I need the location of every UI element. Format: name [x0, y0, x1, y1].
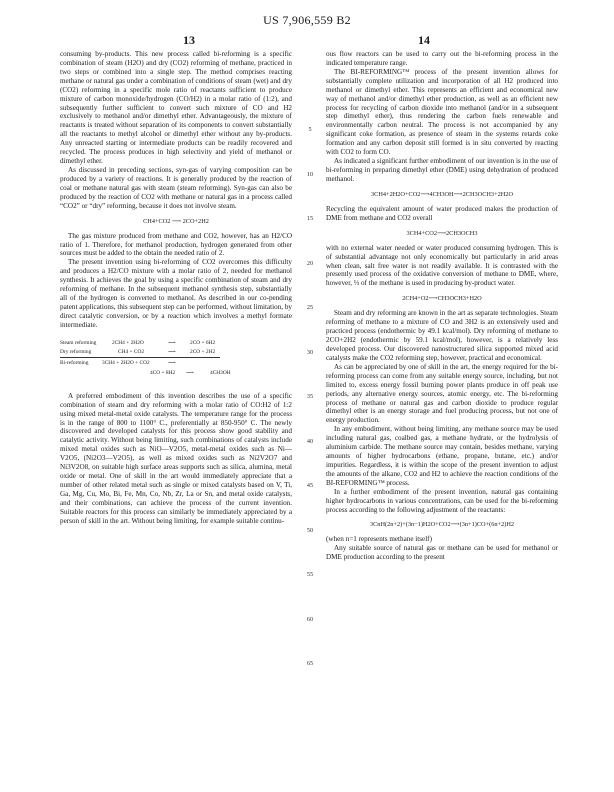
line-number: 40 [306, 438, 314, 445]
rxn-steam-label: Steam reforming [60, 339, 97, 346]
line-number: 55 [306, 571, 314, 578]
left-page-number: 13 [183, 33, 195, 47]
line-number: 20 [306, 260, 314, 267]
equation-dme-overall: 3CH4+CO2⟶2CH3OCH3 [406, 229, 478, 237]
line-number: 50 [306, 527, 314, 534]
paragraph: A preferred embodiment of this invention describes the use of a specific combination of steam and dry reforming with a molar ratio of CO:H2 of 1:2 using mixed metal-metal oxide catalysts. The temperature range for the process is in the range of 800 to 1100° C., preferentially at 850-950° C. The newly discovered and developed catalysts for this process show good stability and catalytic activity. Without being limiting, such combinations of catalysts include mixed metal oxides such as NiO—V2O5, metal-metal oxides such as Ni—V2O5, (Ni2O3—V2O5), as well as mixed oxides such as Ni2V2O7 and Ni3V2O8, on suitable high surface areas supports such as silica, alumina, metal oxide or metal. One of skill in the art would immediately appreciate that a number of other related metal such as single or mixed catalysts based on V, Ti, Ga, Mg, Cu, Mo, Bi, Fe, Mn, Co, Nb, Zr, La or Sn, and metal oxide catalysts, and their combinations, can achieve the process of the current invention. Suitable reactors for this process can similarly be immediately appreciated by a person of skill in the art. Without being limiting, for example suitable continu- [60, 391, 292, 525]
paragraph: As can be appreciated by one of skill in the art, the energy required for the bi-reforming process can come from any suitable energy source, including, but not limited to, excess energy fossil burning power plants produce in off peak use periods, any alternative energy sources, atomic energy, etc. The bi-reforming process of methane or natural gas and carbon dioxide to produce regular dimethyl ether is an energy storage and fuel producing process, but not one of energy production. [326, 362, 558, 425]
reaction-scheme [60, 340, 292, 378]
paragraph: In a further embodiment of the present invention, natural gas containing higher hydrocarbons in various concentrations, can be used for the bi-reforming process according to the following adjustment of the reactants: [326, 487, 558, 514]
line-number: 15 [306, 215, 314, 222]
patent-number: US 7,906,559 B2 [263, 13, 351, 27]
paragraph: Any suitable source of natural gas or methane can be used for methanol or DME production according to the present [326, 544, 558, 562]
arrow-icon: ⟶ [168, 359, 176, 366]
line-number: 25 [306, 304, 314, 311]
arrow-icon: ⟶ [168, 339, 176, 346]
line-number: 5 [308, 126, 312, 133]
paragraph: with no external water needed or water produced consuming hydrogen. This is of substantial advantage not only economically but particularly in arid areas when clean, salt free water is not readily available. It is contrasted with the presently used process of the oxidative conversion of methane to DME, where, however, ⅓ of the methane is used in producing by-product water. [326, 243, 558, 288]
rxn-bi-label: Bi-reforming [60, 359, 89, 366]
paragraph: consuming by-products. This new process called bi-reforming is a specific combination of steam (H2O) and dry (CO2) reforming of methane, practiced in two steps or combined into a single step. The method comprises reacting methane or natural gas under a combination of conditions of steam (wet) and dry (CO2) reforming in a specific mole ratio of reactants sufficient to produce mixture of carbon monoxide/hydrogen (CO/H2) in a molar ratio of (1:2), and subsequently further sufficient to convert such mixture of CO and H2 exclusively to methanol and/or dimethyl ether. Advantageously, the mixture of reactants is treated without separation of its components to convert substantially all the reactants to methyl alcohol or dimethyl ether without any by-products. Any unreacted starting or intermediate products can be readily recovered and recycled. The process produces in high selectivity and yield of methanol or dimethyl ether. [60, 50, 292, 166]
line-number: 35 [306, 393, 314, 400]
line-number: 10 [306, 171, 314, 178]
equation-higher-hydrocarbons: 3CnH(2n+2)+(3n−1)H2O+CO2⟶(3n+1)CO+(6n+2)H2 [369, 521, 515, 529]
rxn-dry-rhs: 2CO + 2H2 [190, 348, 216, 355]
equation-oxidative: 2CH4+O2⟶CH3OCH3+H2O [402, 295, 482, 303]
paragraph: The present invention using bi-reforming of CO2 overcomes this difficulty and produces a H2/CO mixture with a molar ratio of 2, needed for methanol synthesis. It achieves the goal by using a specific combination of steam and dry reforming of methane. In the subsequent methanol synthesis step, substantially all of the hydrogen is converted to methanol. As described in our co-pending patent applications, this subsequent step can be performed, without limitation, by direct catalytic conversion, or by a reaction which involves a methyl formate intermediate. [60, 258, 292, 329]
rxn-dry-label: Dry reforming [60, 348, 92, 355]
rxn-bi-rhs: 4CH3OH [210, 369, 231, 376]
paragraph: The gas mixture produced from methane and CO2, however, has an H2/CO ratio of 1. Therefore, for methanol production, hydrogen generated from other sources must be added to the obtain the needed ratio of 2. [60, 231, 292, 258]
paragraph: As discussed in preceding sections, syn-gas of varying composition can be produced by a variety of reactions. It is generally produced by the reaction of coal or methane natural gas with steam (steam reforming). Syn-gas can also be produced by the reaction of CO2 with methane or natural gas in a process called “CO2” or “dry” reforming, because it does not involve steam. [60, 165, 292, 210]
rxn-bi-lhs: 3CH4 + 2H2O + CO2 [102, 359, 150, 366]
arrow-icon: ⟶ [168, 348, 176, 355]
paragraph: Recycling the equivalent amount of water produced makes the production of DME from methane and CO2 overall [326, 204, 558, 222]
rxn-bi-mid: 4CO + 8H2 [150, 369, 176, 376]
paragraph: As indicated a significant further embodiment of our invention is in the use of bi-reforming in preparing dimethyl ether (DME) using dehydration of produced methanol. [326, 157, 558, 183]
rxn-dry-lhs: CH4 + CO2 [118, 348, 145, 355]
left-column [60, 50, 292, 526]
line-number: 30 [306, 349, 314, 356]
arrow-icon: ⟶ [186, 369, 194, 376]
rxn-steam-rhs: 2CO + 6H2 [190, 339, 216, 346]
equation-dme: 3CH4+2H2O+CO2⟶4CH3OH⟶2CH3OCH3+2H2O [370, 190, 514, 198]
paragraph: Steam and dry reforming are known in the art as separate technologies. Steam reforming of methane to a mixture of CO and 3H2 is an extensively used and practiced process (endothermic by 49.1 kcal/mol). Dry reforming of methane to 2CO+2H2 (endothermic by 59.1 kcal/mol), however, is a relatively less developed process. Our discovered nanostructured silica supported mixed acid catalysts make the CO2 reforming step, however, practical and economical. [326, 309, 558, 362]
equation-dry-reforming: CH4+CO2 ⟶ 2CO+2H2 [143, 217, 209, 225]
right-column [326, 50, 558, 562]
line-number: 65 [306, 660, 314, 667]
right-page-number: 14 [418, 33, 430, 47]
paragraph: ous flow reactors can be used to carry out the bi-reforming process in the indicated temperature range. [326, 50, 558, 67]
line-number: 45 [306, 482, 314, 489]
paragraph: (when n=1 represents methane itself) [326, 535, 432, 544]
rxn-steam-lhs: 2CH4 + 2H2O [112, 339, 144, 346]
line-number: 60 [306, 616, 314, 623]
paragraph: The BI-REFORMING™ process of the present invention allows for substantially complete utilization and incorporation of all H2 produced into methanol or dimethyl ether. This represents an efficient and economical new way of methanol and/or dimethyl ether production, as well as an efficient new process for recycling of carbon dioxide into methanol (and/or in a subsequent step dimethyl ether), thus rendering the carbon fuels renewable and environmentally carbon neutral. The process is not accompanied by any significant coke formation, as presence of steam in the systems retards coke formation and any carbon deposit still formed is in situ converted by reacting with CO2 to form CO. [326, 67, 558, 157]
paragraph: In any embodiment, without being limiting, any methane source may be used including natural gas, coalbed gas, a methane hydrate, or the hydrolysis of aluminium carbide. The methane source may contain, besides methane, varying amounts of higher hydrocarbons (ethane, propane, butane, etc.) and/or impurities. Regardless, it is within the scope of the present invention to adjust the amounts of the alkane, CO2 and H2 to achieve the reaction conditions of the BI-REFORMING™ process. [326, 425, 558, 487]
